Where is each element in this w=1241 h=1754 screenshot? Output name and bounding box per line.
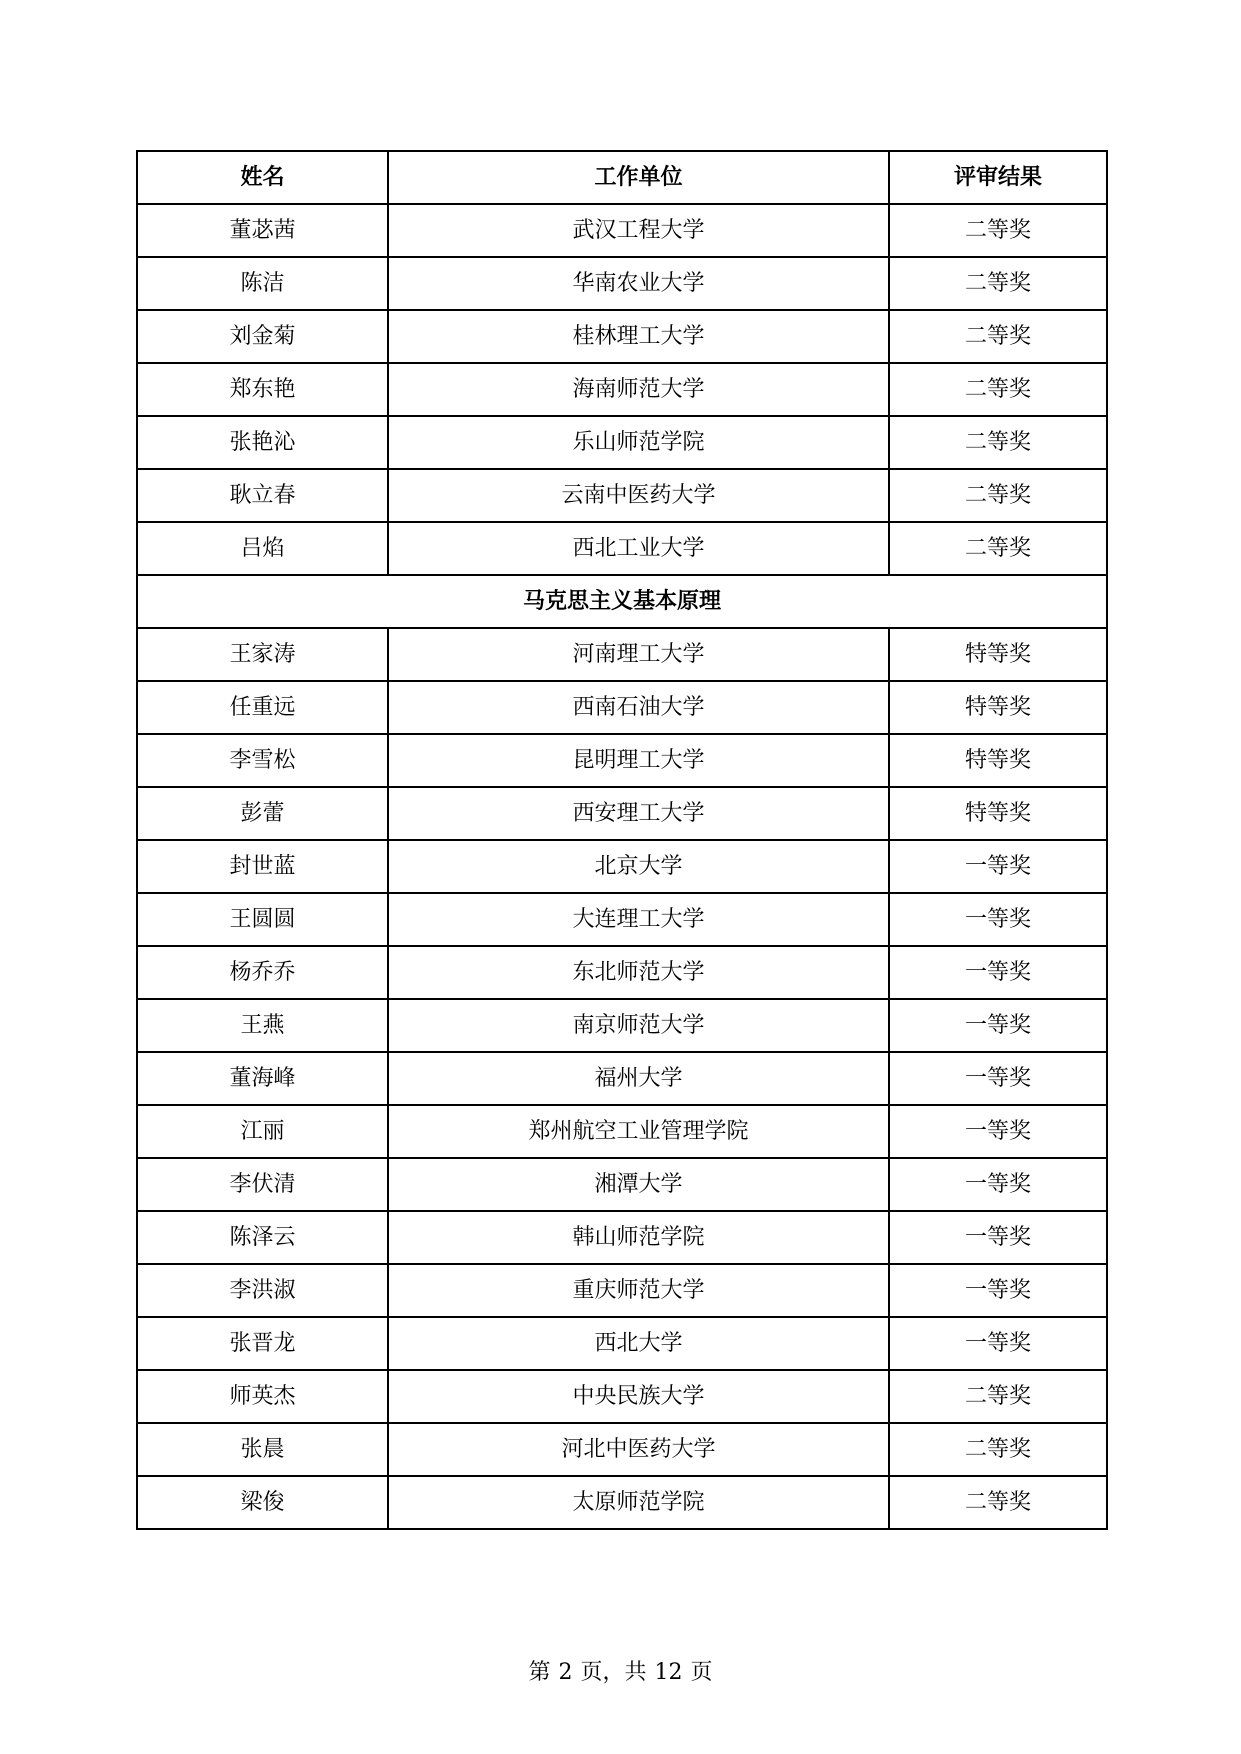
cell-unit: 太原师范学院 [388, 1476, 889, 1529]
cell-name: 刘金菊 [137, 310, 388, 363]
table-row [137, 522, 1107, 575]
cell-unit: 福州大学 [388, 1052, 889, 1105]
footer-mid: 页，共 [580, 1660, 647, 1685]
cell-unit: 河北中医药大学 [388, 1423, 889, 1476]
table-body [137, 204, 1107, 1529]
cell-unit: 河南理工大学 [388, 628, 889, 681]
cell-name: 梁俊 [137, 1476, 388, 1529]
cell-unit: 东北师范大学 [388, 946, 889, 999]
cell-unit: 武汉工程大学 [388, 204, 889, 257]
cell-result: 二等奖 [889, 204, 1107, 257]
award-table [136, 150, 1108, 1530]
cell-name: 陈洁 [137, 257, 388, 310]
cell-name: 任重远 [137, 681, 388, 734]
cell-name: 师英杰 [137, 1370, 388, 1423]
cell-name: 彭蕾 [137, 787, 388, 840]
table-row [137, 628, 1107, 681]
table-row [137, 1476, 1107, 1529]
cell-result: 一等奖 [889, 1052, 1107, 1105]
cell-unit: 韩山师范学院 [388, 1211, 889, 1264]
cell-name: 耿立春 [137, 469, 388, 522]
cell-name: 封世蓝 [137, 840, 388, 893]
header-result: 评审结果 [889, 151, 1107, 204]
table-row [137, 204, 1107, 257]
cell-unit: 湘潭大学 [388, 1158, 889, 1211]
header-row [137, 151, 1107, 204]
cell-unit: 西安理工大学 [388, 787, 889, 840]
header-unit: 工作单位 [388, 151, 889, 204]
cell-name: 李伏清 [137, 1158, 388, 1211]
cell-unit: 大连理工大学 [388, 893, 889, 946]
cell-result: 二等奖 [889, 1423, 1107, 1476]
cell-result: 一等奖 [889, 893, 1107, 946]
cell-name: 杨乔乔 [137, 946, 388, 999]
cell-unit: 昆明理工大学 [388, 734, 889, 787]
cell-result: 一等奖 [889, 1317, 1107, 1370]
cell-result: 二等奖 [889, 416, 1107, 469]
cell-unit: 西南石油大学 [388, 681, 889, 734]
cell-name: 董海峰 [137, 1052, 388, 1105]
table-row [137, 840, 1107, 893]
section-row [137, 575, 1107, 628]
cell-name: 吕焰 [137, 522, 388, 575]
table-row [137, 893, 1107, 946]
cell-name: 李洪淑 [137, 1264, 388, 1317]
cell-result: 一等奖 [889, 1105, 1107, 1158]
cell-result: 一等奖 [889, 999, 1107, 1052]
cell-name: 董苾茜 [137, 204, 388, 257]
table-row [137, 1105, 1107, 1158]
cell-name: 陈泽云 [137, 1211, 388, 1264]
cell-result: 二等奖 [889, 1370, 1107, 1423]
table-row [137, 787, 1107, 840]
table-row [137, 734, 1107, 787]
footer-suffix: 页 [690, 1660, 713, 1685]
table-row [137, 1370, 1107, 1423]
table-row [137, 946, 1107, 999]
cell-name: 王圆圆 [137, 893, 388, 946]
table-row [137, 999, 1107, 1052]
cell-unit: 西北大学 [388, 1317, 889, 1370]
cell-name: 王家涛 [137, 628, 388, 681]
cell-unit: 中央民族大学 [388, 1370, 889, 1423]
cell-unit: 重庆师范大学 [388, 1264, 889, 1317]
cell-result: 一等奖 [889, 1264, 1107, 1317]
table-row [137, 469, 1107, 522]
table-row [137, 1317, 1107, 1370]
cell-name: 张晨 [137, 1423, 388, 1476]
cell-result: 一等奖 [889, 1158, 1107, 1211]
cell-name: 郑东艳 [137, 363, 388, 416]
table-row [137, 1264, 1107, 1317]
cell-unit: 华南农业大学 [388, 257, 889, 310]
cell-name: 王燕 [137, 999, 388, 1052]
cell-result: 二等奖 [889, 363, 1107, 416]
table-row [137, 416, 1107, 469]
footer-page-number: 2 [558, 1660, 573, 1685]
cell-result: 特等奖 [889, 734, 1107, 787]
cell-result: 一等奖 [889, 946, 1107, 999]
cell-result: 特等奖 [889, 787, 1107, 840]
header-name: 姓名 [137, 151, 388, 204]
cell-result: 特等奖 [889, 681, 1107, 734]
cell-unit: 西北工业大学 [388, 522, 889, 575]
cell-unit: 海南师范大学 [388, 363, 889, 416]
cell-unit: 乐山师范学院 [388, 416, 889, 469]
cell-name: 张晋龙 [137, 1317, 388, 1370]
footer-prefix: 第 [528, 1660, 551, 1685]
cell-unit: 北京大学 [388, 840, 889, 893]
table-row [137, 1211, 1107, 1264]
cell-result: 二等奖 [889, 310, 1107, 363]
cell-result: 二等奖 [889, 257, 1107, 310]
table-row [137, 363, 1107, 416]
cell-result: 二等奖 [889, 469, 1107, 522]
table-row [137, 310, 1107, 363]
cell-name: 李雪松 [137, 734, 388, 787]
cell-result: 特等奖 [889, 628, 1107, 681]
cell-result: 一等奖 [889, 840, 1107, 893]
table-row [137, 257, 1107, 310]
table-row [137, 1423, 1107, 1476]
cell-unit: 桂林理工大学 [388, 310, 889, 363]
table-row [137, 1052, 1107, 1105]
cell-result: 二等奖 [889, 522, 1107, 575]
page-footer [0, 1655, 1241, 1686]
cell-unit: 云南中医药大学 [388, 469, 889, 522]
cell-name: 江丽 [137, 1105, 388, 1158]
cell-result: 一等奖 [889, 1211, 1107, 1264]
table-row [137, 681, 1107, 734]
footer-total-pages: 12 [654, 1660, 683, 1685]
section-title: 马克思主义基本原理 [137, 575, 1107, 628]
cell-result: 二等奖 [889, 1476, 1107, 1529]
table-row [137, 1158, 1107, 1211]
cell-name: 张艳沁 [137, 416, 388, 469]
cell-unit: 南京师范大学 [388, 999, 889, 1052]
cell-unit: 郑州航空工业管理学院 [388, 1105, 889, 1158]
